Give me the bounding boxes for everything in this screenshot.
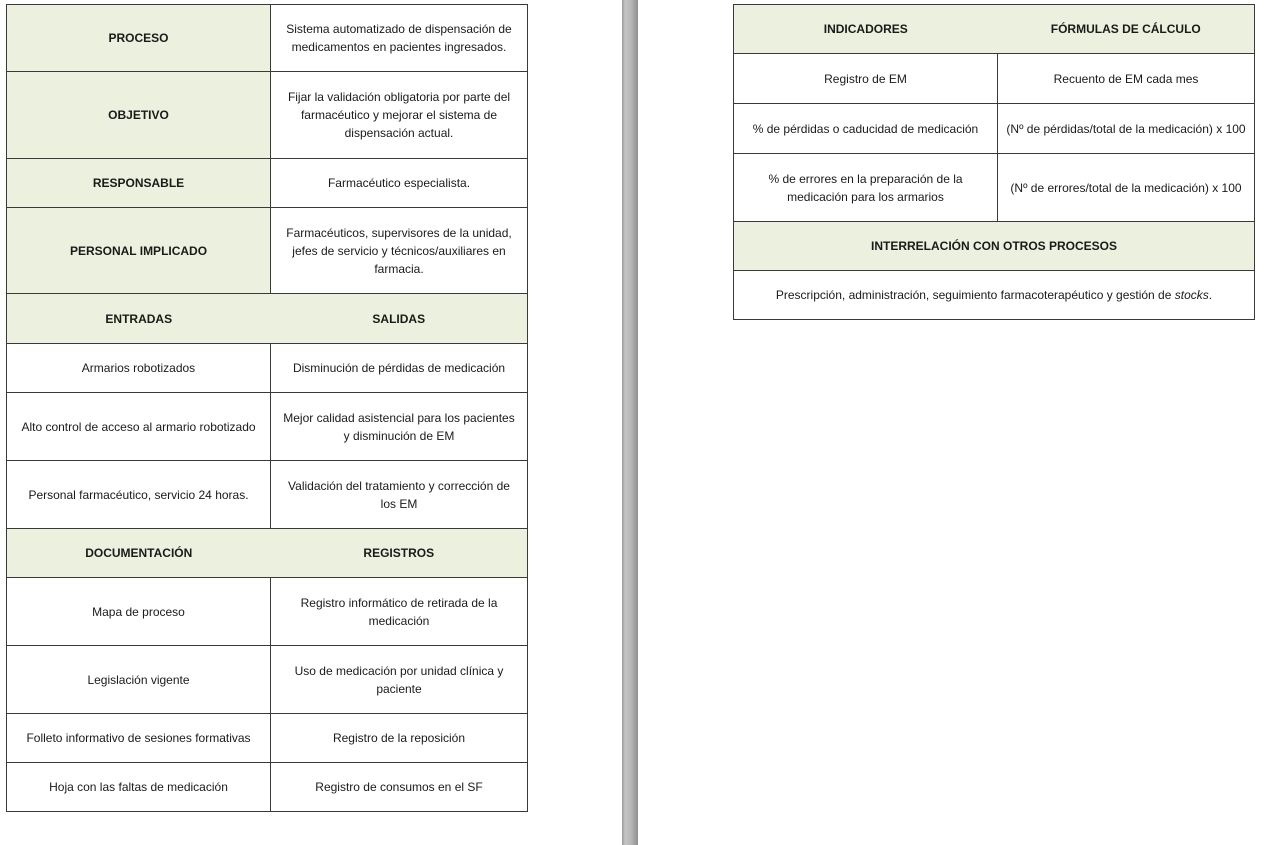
interrelation-header-row	[734, 222, 1255, 271]
value-personal-implicado: Farmacéuticos, supervisores de la unidad, jefes de servicio y técnicos/auxiliares en farmacia.	[271, 208, 528, 294]
documentacion-cell: Folleto informativo de sesiones formativas	[7, 714, 271, 763]
header-entradas: ENTRADAS	[7, 294, 271, 344]
process-sheet-table	[6, 4, 528, 812]
indicators-table	[733, 4, 1255, 320]
salida-cell: Disminución de pérdidas de medicación	[271, 344, 528, 393]
doc-header-row	[7, 529, 528, 578]
label-objetivo: OBJETIVO	[7, 72, 271, 159]
interrelation-end: .	[1208, 288, 1213, 302]
registro-cell: Registro de la reposición	[271, 714, 528, 763]
registro-cell: Registro informático de retirada de la medicación	[271, 578, 528, 646]
table-row	[734, 154, 1255, 222]
formula-cell: Recuento de EM cada mes	[998, 54, 1255, 104]
interrelation-cell	[734, 271, 1255, 320]
salida-cell: Mejor calidad asistencial para los pacientes y disminución de EM	[271, 393, 528, 461]
table-row	[7, 461, 528, 529]
table-row	[734, 54, 1255, 104]
table-row	[7, 714, 528, 763]
indicator-cell: % de pérdidas o caducidad de medicación	[734, 104, 998, 154]
documentacion-cell: Legislación vigente	[7, 646, 271, 714]
interrelation-text: Prescripción, administración, seguimiento farmacoterapéutico y gestión de	[775, 288, 1175, 302]
interrelation-emphasis: stocks	[1174, 288, 1209, 302]
salida-cell: Validación del tratamiento y corrección de los EM	[271, 461, 528, 529]
table-row	[7, 393, 528, 461]
interrelation-row	[734, 271, 1255, 320]
table-row	[7, 646, 528, 714]
header-salidas: SALIDAS	[271, 294, 528, 344]
indicator-cell: % de errores en la preparación de la medicación para los armarios	[734, 154, 998, 222]
label-proceso: PROCESO	[7, 5, 271, 72]
table-row	[7, 208, 528, 294]
entrada-cell: Alto control de acceso al armario robotizado	[7, 393, 271, 461]
entrada-cell: Armarios robotizados	[7, 344, 271, 393]
registro-cell: Registro de consumos en el SF	[271, 763, 528, 812]
header-formulas: FÓRMULAS DE CÁLCULO	[998, 5, 1255, 54]
formula-cell: (Nº de pérdidas/total de la medicación) x 100	[998, 104, 1255, 154]
value-responsable: Farmacéutico especialista.	[271, 159, 528, 208]
table-row	[7, 578, 528, 646]
label-personal-implicado: PERSONAL IMPLICADO	[7, 208, 271, 294]
indicators-header-row	[734, 5, 1255, 54]
io-header-row	[7, 294, 528, 344]
indicator-cell: Registro de EM	[734, 54, 998, 104]
table-row	[7, 344, 528, 393]
header-registros: REGISTROS	[271, 529, 528, 578]
left-page	[0, 0, 622, 845]
documentacion-cell: Hoja con las faltas de medicación	[7, 763, 271, 812]
value-objetivo: Fijar la validación obligatoria por parte del farmacéutico y mejorar el sistema de dispensación actual.	[271, 72, 528, 159]
value-proceso: Sistema automatizado de dispensación de medicamentos en pacientes ingresados.	[271, 5, 528, 72]
table-row	[7, 72, 528, 159]
documentacion-cell: Mapa de proceso	[7, 578, 271, 646]
entrada-cell: Personal farmacéutico, servicio 24 horas.	[7, 461, 271, 529]
registro-cell: Uso de medicación por unidad clínica y paciente	[271, 646, 528, 714]
formula-cell: (Nº de errores/total de la medicación) x 100	[998, 154, 1255, 222]
header-interrelacion: INTERRELACIÓN CON OTROS PROCESOS	[734, 222, 1255, 271]
table-row	[7, 763, 528, 812]
header-indicadores: INDICADORES	[734, 5, 998, 54]
table-row	[734, 104, 1255, 154]
table-row	[7, 159, 528, 208]
label-responsable: RESPONSABLE	[7, 159, 271, 208]
table-row	[7, 5, 528, 72]
header-documentacion: DOCUMENTACIÓN	[7, 529, 271, 578]
page-gutter	[622, 0, 638, 845]
